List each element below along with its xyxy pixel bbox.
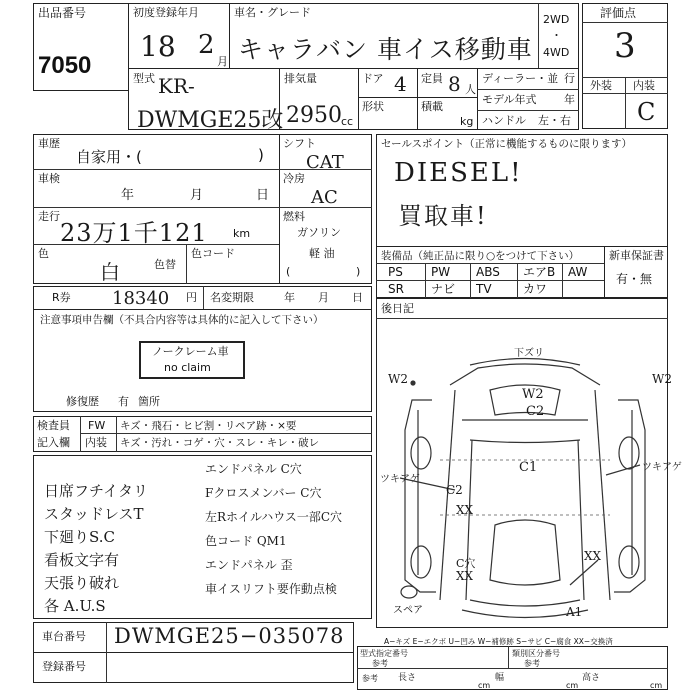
shape-label: 形状 bbox=[362, 100, 384, 113]
sales-line1: DIESEL! bbox=[394, 158, 523, 188]
diagram-xx3: XX bbox=[456, 569, 474, 583]
diagram-w2: W2 bbox=[522, 387, 544, 402]
inspection-month: 月 bbox=[190, 188, 204, 203]
interior-value: C bbox=[637, 98, 656, 126]
dim-width: 幅 bbox=[495, 673, 505, 683]
remark-item: 日席フチイタリ bbox=[44, 482, 148, 500]
remark-item: 看板文字有 bbox=[44, 551, 120, 569]
mileage-unit: km bbox=[233, 227, 251, 240]
remark-item: 天張り破れ bbox=[44, 574, 120, 592]
name-change-month: 月 bbox=[318, 291, 329, 304]
interior-label: 内装 bbox=[633, 79, 655, 92]
fuel-diesel: 軽 油 bbox=[309, 247, 335, 260]
displacement-label: 排気量 bbox=[284, 72, 317, 85]
equipment-item: AW bbox=[568, 265, 588, 279]
warranty-value: 有・無 bbox=[616, 272, 653, 286]
equipment-item: エアB bbox=[523, 265, 556, 279]
history-close: ) bbox=[258, 146, 264, 164]
model-year-unit: 年 bbox=[564, 93, 575, 106]
diagram-right-side: ツキアゲ bbox=[642, 462, 682, 473]
dim-height-cm: cm bbox=[650, 681, 663, 690]
diagram-c-ana: C穴 bbox=[456, 557, 476, 570]
dim-height: 高さ bbox=[582, 673, 601, 683]
reg-label: 登録番号 bbox=[42, 660, 86, 673]
name-change-day: 日 bbox=[352, 291, 363, 304]
drive-4wd: 4WD bbox=[543, 46, 570, 59]
equipment-item: PW bbox=[431, 265, 451, 279]
equipment-item: SR bbox=[388, 282, 404, 296]
equipment-item: TV bbox=[476, 282, 492, 296]
noclaim-en: no claim bbox=[164, 361, 211, 374]
color-label: 色 bbox=[38, 247, 49, 260]
recycle-value: 18340 bbox=[112, 288, 170, 309]
diagram-top-note: 下ズリ bbox=[514, 348, 544, 359]
mileage-value: 23万1千121 bbox=[60, 219, 208, 247]
dim-ref: 参考 bbox=[362, 674, 378, 683]
repair-place: 箇所 bbox=[138, 395, 160, 408]
handle-label: ハンドル bbox=[482, 114, 526, 127]
diagram-left-side: ツキアゲ bbox=[380, 474, 420, 485]
equipment-item: ナビ bbox=[431, 282, 456, 296]
diagram-xx2: XX bbox=[584, 549, 602, 563]
history-value: 自家用・( bbox=[76, 148, 142, 166]
capacity-value: 8 bbox=[448, 72, 461, 96]
noclaim-jp: ノークレーム車 bbox=[152, 345, 229, 358]
sales-line2: 買取車! bbox=[398, 202, 488, 230]
dealer-label: ディーラー・並 bbox=[482, 72, 559, 85]
mileage-label: 走行 bbox=[38, 210, 60, 223]
model-code: DWMGE25改 bbox=[137, 108, 284, 133]
repaint-label: 色替 bbox=[154, 258, 176, 271]
diagram-c1: C1 bbox=[519, 460, 538, 475]
class-ref: 参考 bbox=[524, 659, 540, 668]
capacity-unit: 人 bbox=[465, 83, 476, 96]
equipment-title: 装備品（純正品に限り○をつけて下さい） bbox=[381, 250, 580, 262]
dim-length: 長さ bbox=[398, 673, 417, 683]
fuel-close: ) bbox=[356, 265, 361, 278]
recycle-label: R券 bbox=[52, 291, 71, 304]
remark-right-item: 車イスリフト要作動点検 bbox=[205, 582, 337, 596]
sales-title: セールスポイント（正常に機能するものに限ります） bbox=[381, 138, 633, 150]
equipment-item: PS bbox=[388, 265, 403, 279]
cert-label: 型式指定番号 bbox=[360, 649, 408, 658]
chassis-value: DWMGE25−035078 bbox=[114, 624, 345, 648]
legend: A−キズ E−エクボ U−凹み W−補修跡 S−サビ C−腐食 XX−交換済 bbox=[384, 637, 613, 646]
dim-width-cm: cm bbox=[566, 681, 579, 690]
back-label: 後日記 bbox=[381, 302, 414, 315]
remark-right-item: 色コード QM1 bbox=[205, 534, 287, 548]
exterior-label: 外装 bbox=[590, 79, 612, 92]
shift-value: CAT bbox=[306, 152, 344, 173]
first-reg-month: 2 bbox=[198, 30, 215, 60]
history-label: 車歴 bbox=[38, 137, 60, 150]
model-label: 型式 bbox=[133, 72, 155, 85]
payload-unit: kg bbox=[460, 115, 474, 128]
first-reg-label: 初度登録年月 bbox=[133, 6, 199, 19]
diagram-spare: スペア bbox=[393, 605, 423, 616]
inspection-label: 車検 bbox=[38, 172, 60, 185]
name-change-label: 名変期限 bbox=[210, 291, 254, 304]
payload-label: 積載 bbox=[421, 100, 443, 113]
color-code-label: 色コード bbox=[191, 247, 235, 260]
name-grade-label: 車名・グレード bbox=[234, 6, 311, 19]
score-value: 3 bbox=[614, 26, 636, 66]
equipment-item: カワ bbox=[523, 282, 548, 296]
lot-label: 出品番号 bbox=[38, 6, 87, 20]
remark-item: スタッドレスT bbox=[44, 505, 144, 523]
lot-number: 7050 bbox=[38, 52, 92, 79]
doors-value: 4 bbox=[394, 72, 407, 96]
diagram-xx1: XX bbox=[456, 503, 474, 517]
equipment-item: ABS bbox=[476, 265, 500, 279]
name-grade-value: キャラバン 車イス移動車 bbox=[238, 35, 533, 64]
notes-title: 注意事項申告欄（不具合内容等は具体的に記入して下さい） bbox=[40, 314, 324, 326]
remark-item: 下廻りS.C bbox=[44, 528, 115, 546]
repair-value: 有 bbox=[118, 395, 129, 408]
diagram-c2-top: C2 bbox=[526, 404, 545, 419]
inspector-label2: 記入欄 bbox=[37, 436, 70, 449]
diagram-right-note: W2 bbox=[652, 372, 672, 386]
score-label: 評価点 bbox=[600, 6, 637, 20]
diagram-a1: A1 bbox=[566, 605, 583, 619]
recycle-yen: 円 bbox=[186, 291, 197, 304]
fw-label: FW bbox=[88, 419, 106, 432]
doors-label: ドア bbox=[362, 72, 384, 85]
dealer-value: 行 bbox=[564, 72, 575, 85]
repair-label: 修復歴 bbox=[66, 395, 99, 408]
inspection-day: 日 bbox=[256, 188, 270, 203]
interior-text: キズ・汚れ・コゲ・穴・スレ・キレ・破レ bbox=[120, 437, 320, 449]
cert-ref: 参考 bbox=[372, 659, 388, 668]
fuel-label: 燃料 bbox=[283, 210, 305, 223]
diagram-left-note: W2 bbox=[388, 372, 408, 386]
fw-text: キズ・飛石・ヒビ割・リペア跡・×要 bbox=[120, 420, 297, 432]
diagram-c2-left: C2 bbox=[446, 483, 463, 497]
model-prefix: KR- bbox=[158, 74, 195, 98]
warranty-label: 新車保証書 bbox=[609, 249, 664, 262]
month-unit: 月 bbox=[217, 55, 228, 68]
handle-value: 左・右 bbox=[538, 114, 571, 127]
drive-dot: ・ bbox=[551, 29, 562, 42]
remark-right-item: Fクロスメンバー C穴 bbox=[205, 486, 322, 500]
fuel-gas: ガソリン bbox=[297, 226, 341, 239]
color-value: 白 bbox=[100, 260, 120, 284]
remark-item: 各 A.U.S bbox=[44, 597, 106, 615]
chassis-label: 車台番号 bbox=[42, 630, 86, 643]
drive-2wd: 2WD bbox=[543, 13, 570, 26]
ac-label: 冷房 bbox=[283, 172, 305, 185]
interior-check-label: 内装 bbox=[85, 436, 107, 449]
inspection-year: 年 bbox=[121, 188, 135, 203]
remark-right-item: 左Rホイルハウス一部C穴 bbox=[205, 510, 343, 524]
remark-right-item: エンドパネル 歪 bbox=[205, 558, 293, 572]
model-year-label: モデル年式 bbox=[482, 93, 537, 106]
displacement-value: 2950 bbox=[286, 103, 342, 128]
remark-right-item: エンドパネル C穴 bbox=[205, 462, 302, 476]
class-label: 類別区分番号 bbox=[512, 649, 560, 658]
inspector-label1: 検査員 bbox=[37, 419, 70, 432]
ac-value: AC bbox=[311, 187, 338, 208]
dim-length-cm: cm bbox=[478, 681, 491, 690]
name-change-year: 年 bbox=[284, 291, 295, 304]
shift-label: シフト bbox=[283, 137, 316, 150]
capacity-label: 定員 bbox=[421, 72, 443, 85]
displacement-unit: cc bbox=[341, 115, 354, 128]
fuel-open: ( bbox=[286, 265, 291, 278]
first-reg-year: 18 bbox=[140, 30, 176, 63]
